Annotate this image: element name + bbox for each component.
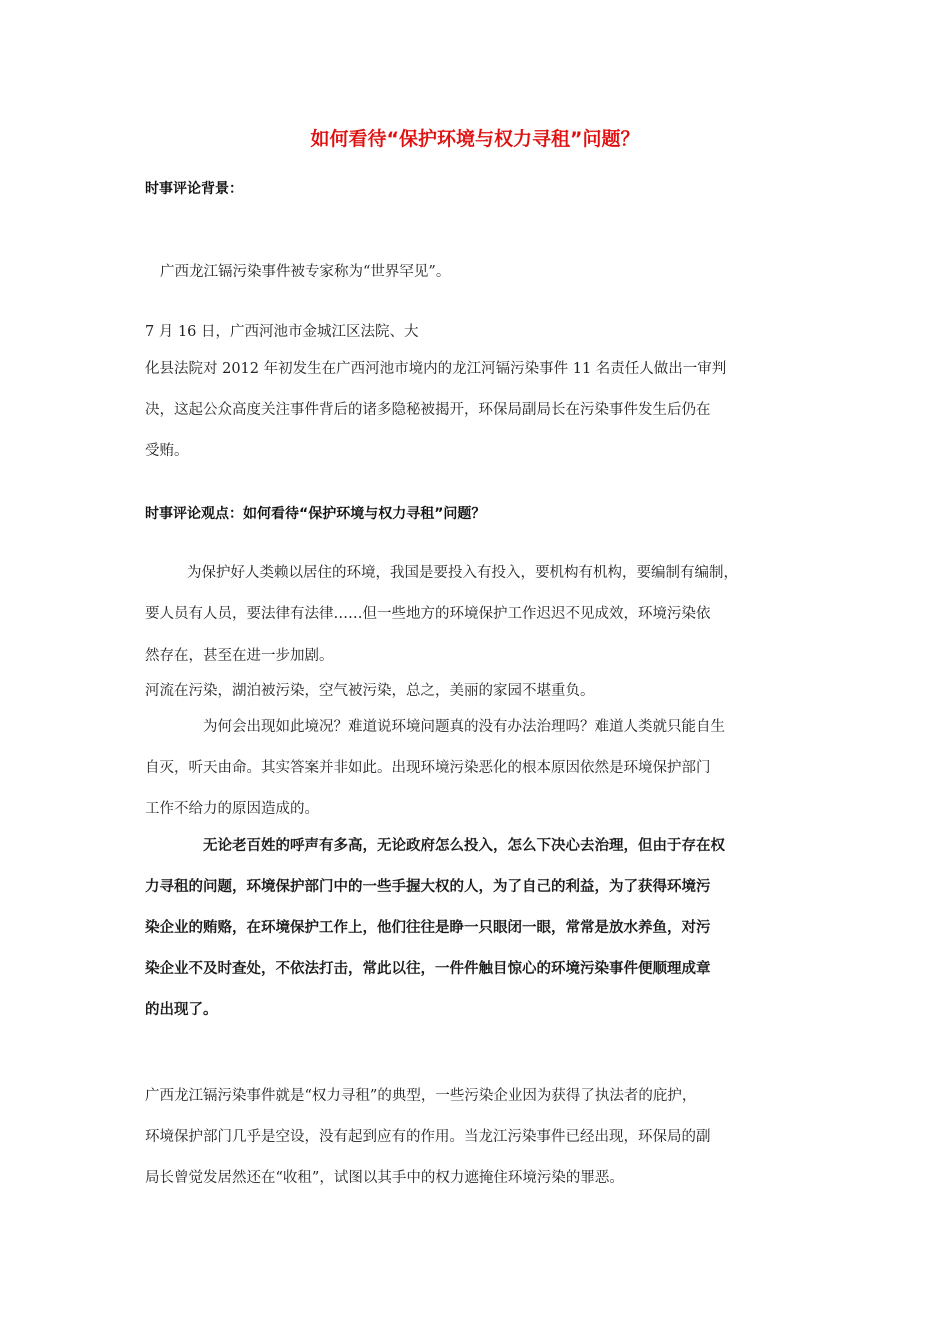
- background-line: 广西龙江镉污染事件被专家称为“世界罕见”。: [160, 264, 451, 280]
- bold-paragraph-line: 染企业不及时查处，不依法打击，常此以往，一件件触目惊心的环境污染事件便顺理成章: [145, 961, 711, 977]
- bold-paragraph-line: 力寻租的问题，环境保护部门中的一些手握大权的人，为了自己的利益，为了获得环境污: [145, 879, 711, 895]
- paragraph-line: 工作不给力的原因造成的。: [145, 801, 319, 817]
- paragraph-line: 为何会出现如此境况？难道说环境问题真的没有办法治理吗？难道人类就只能自生: [203, 719, 725, 735]
- bold-paragraph-line: 无论老百姓的呼声有多高，无论政府怎么投入，怎么下决心去治理，但由于存在权: [203, 838, 725, 854]
- background-line: 受贿。: [145, 443, 189, 459]
- background-line: 7 月 16 日，广西河池市金城江区法院、大: [145, 324, 419, 340]
- paragraph-line: 河流在污染，湖泊被污染，空气被污染，总之，美丽的家园不堪重负。: [145, 683, 595, 699]
- background-line: 化县法院对 2012 年初发生在广西河池市境内的龙江河镉污染事件 11 名责任人做出一审判: [145, 361, 727, 377]
- paragraph-line: 然存在，甚至在进一步加剧。: [145, 648, 334, 664]
- document-title: 如何看待“保护环境与权力寻租”问题？: [310, 128, 640, 150]
- paragraph-line: 局长曾觉发居然还在“收租”，试图以其手中的权力遮掩住环境污染的罪恶。: [145, 1170, 624, 1186]
- bold-paragraph-line: 的出现了。: [145, 1002, 218, 1018]
- paragraph-line: 为保护好人类赖以居住的环境，我国是要投入有投入，要机构有机构，要编制有编制，: [187, 565, 738, 581]
- bold-paragraph-line: 染企业的贿赂，在环境保护工作上，他们往往是睁一只眼闭一眼，常常是放水养鱼，对污: [145, 920, 711, 936]
- paragraph-line: 自灭，听天由命。其实答案并非如此。出现环境污染恶化的根本原因依然是环境保护部门: [145, 760, 711, 776]
- background-heading: 时事评论背景：: [145, 181, 243, 197]
- paragraph-line: 广西龙江镉污染事件就是“权力寻租”的典型，一些污染企业因为获得了执法者的庇护，: [145, 1088, 697, 1104]
- paragraph-line: 要人员有人员，要法律有法律……但一些地方的环境保护工作迟迟不见成效，环境污染依: [145, 606, 711, 622]
- background-line: 决，这起公众高度关注事件背后的诸多隐秘被揭开，环保局副局长在污染事件发生后仍在: [145, 402, 711, 418]
- viewpoint-heading: 时事评论观点：如何看待“保护环境与权力寻租”问题？: [145, 506, 486, 522]
- paragraph-line: 环境保护部门几乎是空设，没有起到应有的作用。当龙江污染事件已经出现，环保局的副: [145, 1129, 711, 1145]
